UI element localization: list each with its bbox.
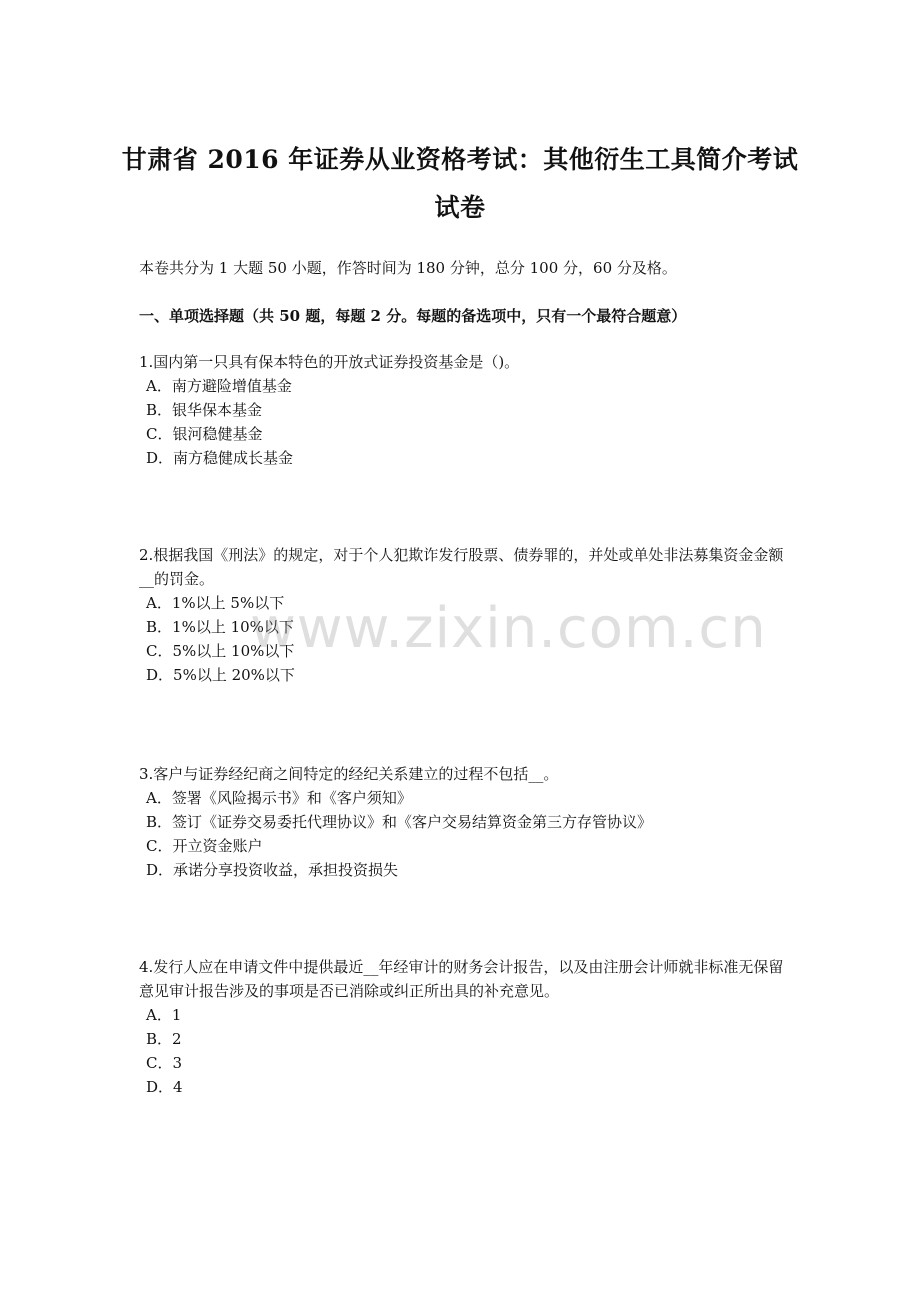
option-c: C．5%以上 10%以下 [146,642,295,660]
question-1 [139,350,787,470]
question-stem: 2.根据我国《刑法》的规定，对于个人犯欺诈发行股票、债券罪的，并处或单处非法募集资金金额__的罚金。 [139,546,784,588]
option-a: A．1%以上 5%以下 [146,594,285,612]
page-title: 甘肃省 2016 年证券从业资格考试：其他衍生工具简介考试 [121,145,799,174]
page-title-continued: 试卷 [434,193,486,222]
question-stem: 3.客户与证券经纪商之间特定的经纪关系建立的过程不包括__。 [139,765,559,783]
option-a: A．南方避险增值基金 [146,377,292,395]
question-stem: 4.发行人应在申请文件中提供最近__年经审计的财务会计报告，以及由注册会计师就非标准无保留意见审计报告涉及的事项是否已消除或纠正所出具的补充意见。 [139,958,784,1000]
option-b: B．银华保本基金 [146,401,263,419]
question-2 [139,543,787,687]
section-heading: 一、单项选择题（共 50 题，每题 2 分。每题的备选项中，只有一个最符合题意） [139,307,687,325]
option-b: B．签订《证券交易委托代理协议》和《客户交易结算资金第三方存管协议》 [146,813,653,831]
exam-intro: 本卷共分为 1 大题 50 小题，作答时间为 180 分钟，总分 100 分，60 分及格。 [139,259,677,277]
option-a: A．签署《风险揭示书》和《客户须知》 [146,789,412,807]
option-a: A．1 [146,1006,182,1024]
option-c: C．开立资金账户 [146,837,263,855]
option-d: D．5%以上 20%以下 [146,666,295,684]
question-stem: 1.国内第一只具有保本特色的开放式证券投资基金是（)。 [139,353,520,371]
question-3 [139,762,787,882]
option-d: D．承诺分享投资收益，承担投资损失 [146,861,399,879]
option-c: C．银河稳健基金 [146,425,263,443]
option-b: B．1%以上 10%以下 [146,618,294,636]
option-d: D．4 [146,1078,183,1096]
watermark: www.zixin.com.cn [250,596,767,661]
option-b: B．2 [146,1030,182,1048]
option-c: C．3 [146,1054,183,1072]
option-d: D．南方稳健成长基金 [146,449,294,467]
question-4 [139,955,787,1099]
